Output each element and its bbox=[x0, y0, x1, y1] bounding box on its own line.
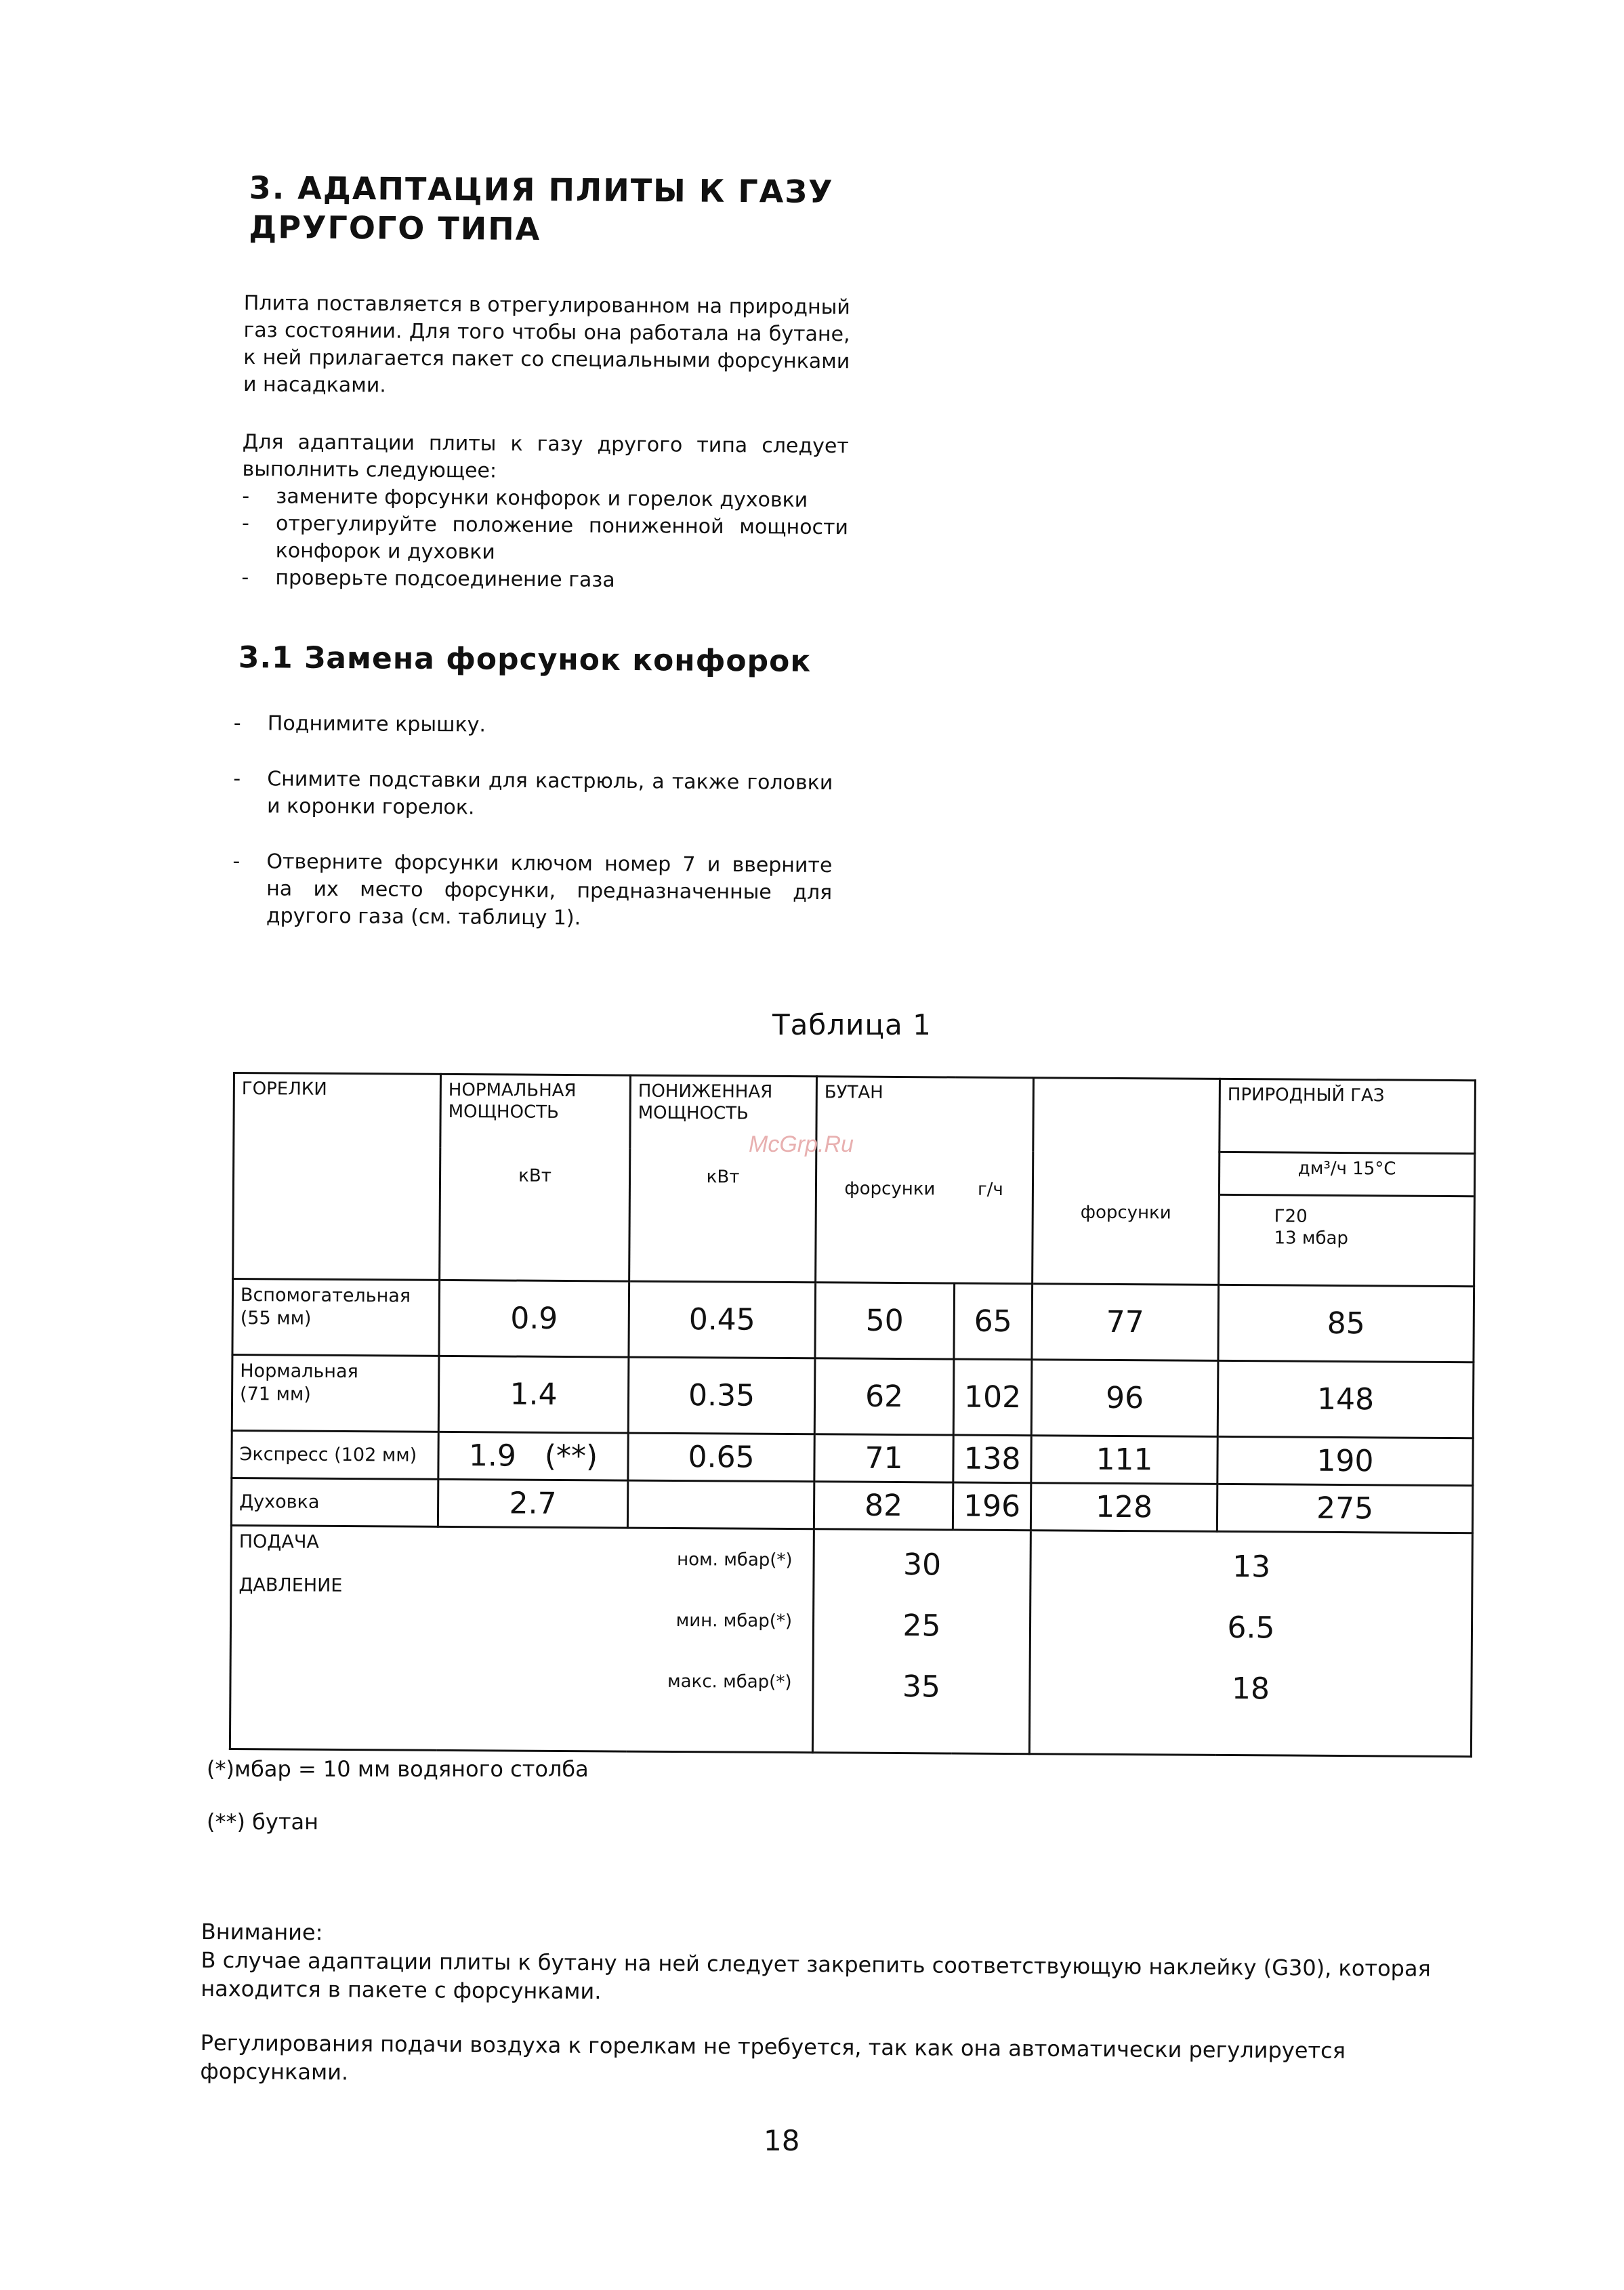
instructions-block bbox=[241, 429, 849, 596]
table-row: Духовка 2.7 82 196 128 275 bbox=[231, 1478, 1472, 1533]
attention-text: Регулирования подачи воздуха к горелкам не требуется, так как она автоматически регулируется форсунками. bbox=[200, 2029, 1346, 2085]
list-item: - отрегулируйте положение пониженной мощности конфорок и духовки bbox=[241, 511, 849, 564]
attention-block bbox=[200, 1917, 1441, 2120]
table-row: Нормальная (71 мм) 1.4 0.35 62 102 96 148 bbox=[232, 1355, 1474, 1438]
injector-table bbox=[229, 1072, 1476, 1757]
list-item: - Отверните форсунки ключом номер 7 и вверните на их место форсунки, предназначенные для другого газа (см. таблицу 1). bbox=[232, 849, 833, 930]
table-row: Вспомогательная (55 мм) 0.9 0.45 50 65 77 85 bbox=[232, 1279, 1474, 1362]
section-heading-line1: 3. АДАПТАЦИЯ ПЛИТЫ К ГАЗУ bbox=[249, 169, 834, 211]
list-item: - Поднимите крышку. bbox=[233, 711, 486, 737]
unit-kw: кВт bbox=[518, 1165, 552, 1186]
section-heading-line2: ДРУГОГО ТИПА bbox=[249, 208, 541, 248]
attention-text: В случае адаптации плиты к бутану на ней следует закрепить соответствующую наклейку (G30), которая находится в пакете с форсунками. bbox=[201, 1946, 1431, 2005]
header-burners: ГОРЕЛКИ bbox=[233, 1073, 441, 1281]
g20-cell: Г20 13 мбар bbox=[1220, 1194, 1473, 1250]
table-row: Экспресс (102 мм) 1.9 (**) 0.65 71 138 111 190 bbox=[232, 1430, 1473, 1485]
footnote-butane: (**) бутан bbox=[207, 1809, 318, 1835]
unit-gh: г/ч bbox=[977, 1179, 1003, 1200]
subsection-title: 3.1 Замена форсунок конфорок bbox=[238, 640, 812, 679]
unit-injectors: форсунки bbox=[844, 1178, 936, 1200]
instructions-lead: Для адаптации плиты к газу другого типа следует выполнить следующее: bbox=[242, 430, 849, 483]
list-item: - Снимите подставки для кастрюль, а также головки и коронки горелок. bbox=[233, 766, 833, 820]
header-gas-units: дм³/ч 15°С Г20 13 мбар bbox=[1219, 1152, 1475, 1286]
list-item: - замените форсунки конфорок и горелок духовки bbox=[242, 484, 808, 512]
steps-list bbox=[232, 710, 833, 962]
pressure-natural-gas: 13 6.5 18 bbox=[1029, 1531, 1472, 1757]
pressure-labels: ПОДАЧА ДАВЛЕНИЕ ном. мбар(*) мин. мбар(*) макс. мбар(*) bbox=[230, 1525, 814, 1752]
header-normal-power: НОРМАЛЬНАЯ МОЩНОСТЬ кВт bbox=[440, 1074, 631, 1281]
table-caption: Таблица 1 bbox=[772, 1008, 932, 1041]
header-injectors-ng: форсунки bbox=[1033, 1078, 1220, 1285]
unit-kw: кВт bbox=[706, 1167, 740, 1188]
watermark: McGrp.Ru bbox=[749, 1131, 854, 1157]
attention-title: Внимание: bbox=[201, 1919, 323, 1946]
section-heading bbox=[249, 168, 833, 251]
header-butane: БУТАН форсунки г/ч bbox=[816, 1077, 1034, 1284]
footnote-mbar: (*)мбар = 10 мм водяного столба bbox=[207, 1756, 589, 1782]
header-natural-gas: ПРИРОДНЫЙ ГАЗ bbox=[1220, 1079, 1476, 1153]
header-reduced-power: ПОНИЖЕННАЯ МОЩНОСТЬ кВт bbox=[629, 1075, 817, 1283]
list-item: - проверьте подсоединение газа bbox=[241, 565, 615, 592]
intro-paragraph: Плита поставляется в отрегулированном на природный газ состоянии. Для того чтобы она работала на бутане, к ней прилагается пакет со специальными форсунками и насадками. bbox=[243, 291, 850, 398]
pressure-row bbox=[230, 1525, 1472, 1756]
pressure-butane: 30 25 35 bbox=[812, 1529, 1030, 1754]
page-number: 18 bbox=[764, 2124, 800, 2157]
